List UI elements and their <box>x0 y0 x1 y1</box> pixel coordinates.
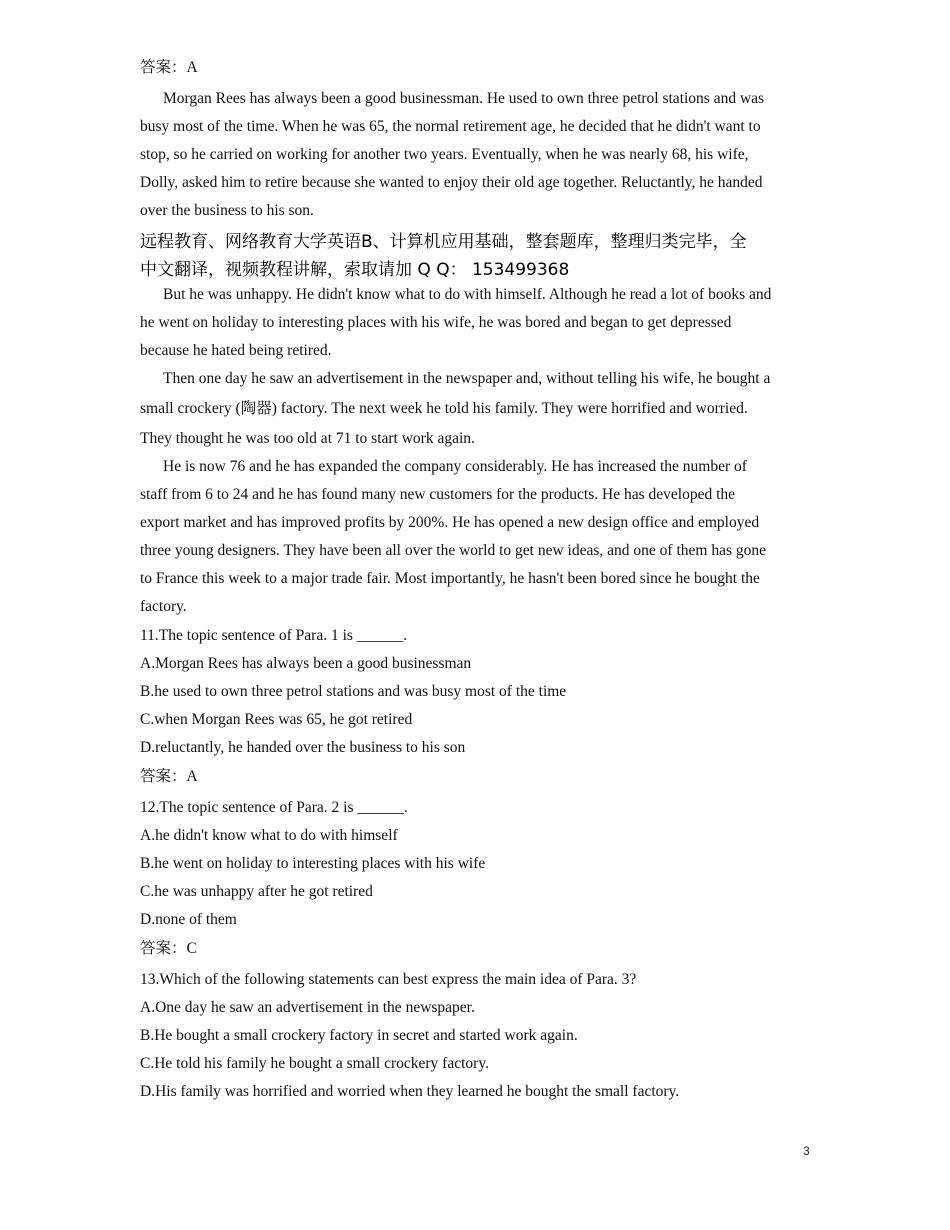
passage-line: export market and has improved profits by 200%. He has opened a new design office and employed <box>140 514 760 531</box>
passage-line: he went on holiday to interesting places with his wife, he was bored and began to get depressed <box>140 314 732 331</box>
question-option: A.he didn't know what to do with himself <box>140 827 398 844</box>
passage-line: busy most of the time. When he was 65, the normal retirement age, he decided that he didn't want to <box>140 118 761 135</box>
question-option: A.One day he saw an advertisement in the newspaper. <box>140 999 475 1016</box>
passage-line: staff from 6 to 24 and he has found many new customers for the products. He has developed the <box>140 486 736 503</box>
passage-line: to France this week to a major trade fair. Most importantly, he hasn't been bored since he bought the <box>140 570 760 587</box>
passage-line: factory. <box>140 598 187 615</box>
ad-line: 远程教育、网络教育大学英语B、计算机应用基础，整套题库，整理归类完毕，全 <box>140 232 747 252</box>
passage-line: stop, so he carried on working for another two years. Eventually, when he was nearly 68, his wife, <box>140 146 749 163</box>
answer-label: 答案：C <box>140 940 197 957</box>
passage-line: But he was unhappy. He didn't know what to do with himself. Although he read a lot of books and <box>163 286 772 303</box>
passage-line: Morgan Rees has always been a good businessman. He used to own three petrol stations and was <box>163 90 765 107</box>
question-option: B.He bought a small crockery factory in secret and started work again. <box>140 1027 578 1044</box>
question-stem: 13.Which of the following statements can best express the main idea of Para. 3? <box>140 971 637 988</box>
question-option: C.He told his family he bought a small crockery factory. <box>140 1055 489 1072</box>
passage-line: They thought he was too old at 71 to start work again. <box>140 430 475 447</box>
question-stem: 12.The topic sentence of Para. 2 is ______. <box>140 799 408 816</box>
question-option: D.none of them <box>140 911 237 928</box>
question-option: D.His family was horrified and worried when they learned he bought the small factory. <box>140 1083 680 1100</box>
passage-line: He is now 76 and he has expanded the company considerably. He has increased the number of <box>163 458 747 475</box>
question-option: B.he went on holiday to interesting places with his wife <box>140 855 486 872</box>
passage-line: Dolly, asked him to retire because she wanted to enjoy their old age together. Reluctantly, he handed <box>140 174 763 191</box>
passage-line: three young designers. They have been all over the world to get new ideas, and one of them has gone <box>140 542 766 559</box>
question-stem: 11.The topic sentence of Para. 1 is ______. <box>140 627 408 644</box>
passage-line: over the business to his son. <box>140 202 314 219</box>
ad-line: 中文翻译，视频教程讲解，索取请加 Q Q： 153499368 <box>140 260 570 280</box>
answer-label: 答案：A <box>140 768 198 785</box>
question-option: A.Morgan Rees has always been a good businessman <box>140 655 472 672</box>
question-option: D.reluctantly, he handed over the business to his son <box>140 739 466 756</box>
passage-line: small crockery (陶器) factory. The next week he told his family. They were horrified and worried. <box>140 400 748 417</box>
page-number: 3 <box>803 1144 810 1158</box>
question-option: B.he used to own three petrol stations and was busy most of the time <box>140 683 567 700</box>
passage-line: because he hated being retired. <box>140 342 332 359</box>
passage-line: Then one day he saw an advertisement in the newspaper and, without telling his wife, he bought a <box>163 370 771 387</box>
answer-label: 答案：A <box>140 59 198 76</box>
question-option: C.when Morgan Rees was 65, he got retired <box>140 711 413 728</box>
question-option: C.he was unhappy after he got retired <box>140 883 373 900</box>
